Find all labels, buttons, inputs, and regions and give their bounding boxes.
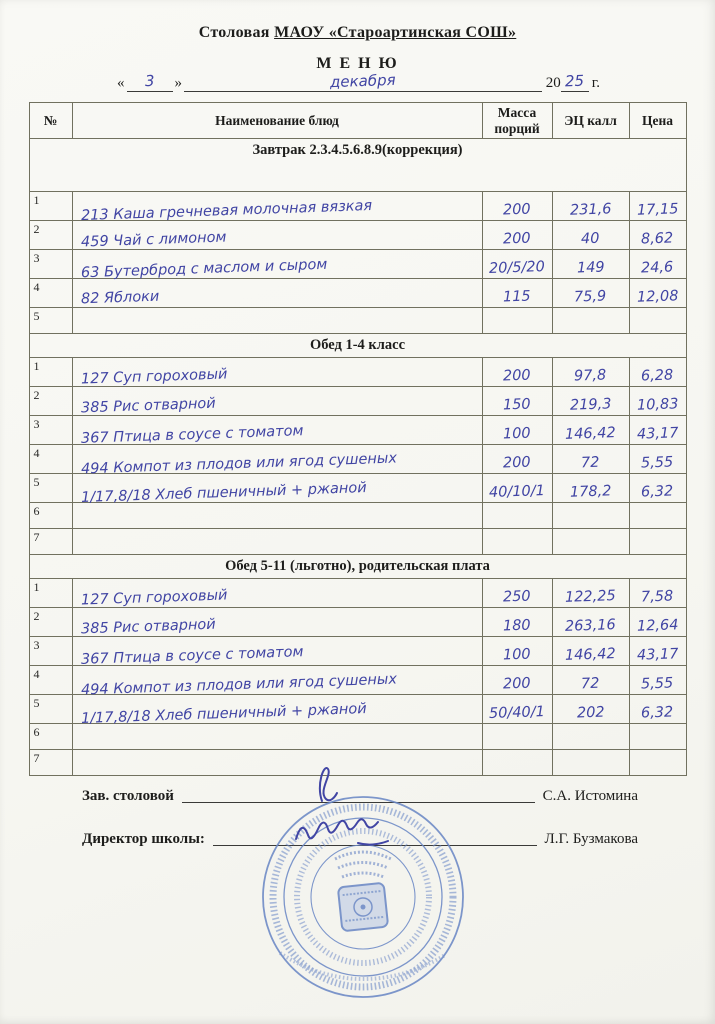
dish-name-handwritten: 213 Каша гречневая молочная вязкая <box>80 197 372 224</box>
mass-value-cell <box>482 250 552 279</box>
kcal-value-handwritten: 146,42 <box>564 645 617 664</box>
section-header-row <box>29 334 686 358</box>
dish-name-handwritten: 367 Птица в соусе с томатом <box>80 643 304 668</box>
row-number: 2 <box>29 387 72 416</box>
kcal-value-cell <box>552 416 629 445</box>
menu-row <box>29 221 686 250</box>
dish-name-cell <box>72 529 482 555</box>
kcal-value-handwritten: 202 <box>576 704 605 722</box>
title-school-name: МАОУ «Староартинская СОШ» <box>274 24 517 41</box>
signature-block <box>82 786 638 872</box>
menu-row <box>29 358 686 387</box>
price-value-cell <box>629 358 686 387</box>
menu-row <box>29 387 686 416</box>
mass-value-cell <box>482 387 552 416</box>
kcal-value-cell <box>552 445 629 474</box>
page-title <box>0 0 715 42</box>
row-number: 2 <box>29 608 72 637</box>
price-value-handwritten: 6,28 <box>641 367 674 385</box>
header-num: № <box>29 103 72 139</box>
dish-name-handwritten: 385 Рис отварной <box>80 616 216 638</box>
kcal-value-cell <box>552 387 629 416</box>
dish-name-cell <box>72 358 482 387</box>
mass-value-handwritten: 200 <box>502 367 532 385</box>
mass-value-cell <box>482 724 552 750</box>
price-value-cell <box>629 637 686 666</box>
open-quote: « <box>117 75 125 91</box>
dish-name-cell <box>72 416 482 445</box>
dish-name-cell <box>72 695 482 727</box>
kcal-value-handwritten: 75,9 <box>574 288 607 306</box>
kcal-value-cell <box>552 579 629 608</box>
dish-name-cell <box>72 279 482 308</box>
mass-value-cell <box>482 308 552 334</box>
row-number: 7 <box>29 529 72 555</box>
dish-name-cell <box>72 666 482 699</box>
row-number: 3 <box>29 250 72 279</box>
kcal-value-cell <box>552 503 629 529</box>
mass-value-handwritten: 100 <box>502 425 532 443</box>
menu-row <box>29 637 686 666</box>
header-dish-name: Наименование блюд <box>72 103 482 139</box>
stamp-emblem <box>338 883 388 932</box>
kcal-value-cell <box>552 666 629 695</box>
kcal-value-cell <box>552 221 629 250</box>
dish-name-handwritten: 385 Рис отварной <box>80 395 216 417</box>
menu-row <box>29 503 686 529</box>
row-number: 7 <box>29 750 72 776</box>
kcal-value-cell <box>552 724 629 750</box>
table-header-row <box>29 103 686 139</box>
kcal-value-handwritten: 97,8 <box>574 367 607 385</box>
dish-name-cell <box>72 503 482 529</box>
section-header-row <box>29 139 686 192</box>
kcal-value-cell <box>552 250 629 279</box>
menu-row <box>29 750 686 776</box>
row-number: 5 <box>29 308 72 334</box>
mass-value-cell <box>482 529 552 555</box>
kcal-value-cell <box>552 279 629 308</box>
section-title: Завтрак 2.3.4.5.6.8.9(коррекция) <box>29 139 686 192</box>
price-value-cell <box>629 308 686 334</box>
kcal-value-handwritten: 72 <box>580 675 600 693</box>
header-price: Цена <box>629 103 686 139</box>
kcal-value-cell <box>552 750 629 776</box>
date-year-handwritten: 25 <box>564 71 585 91</box>
dish-name-cell <box>72 608 482 637</box>
kcal-value-cell <box>552 308 629 334</box>
menu-row <box>29 474 686 503</box>
dish-name-cell <box>72 308 482 334</box>
row-number: 4 <box>29 445 72 474</box>
canteen-manager-line <box>82 786 638 805</box>
dish-name-cell <box>72 579 482 608</box>
mass-value-cell <box>482 579 552 608</box>
mass-value-handwritten: 200 <box>502 454 532 472</box>
menu-row <box>29 579 686 608</box>
row-number: 4 <box>29 279 72 308</box>
price-value-handwritten: 43,17 <box>636 425 679 443</box>
kcal-value-handwritten: 149 <box>576 259 605 277</box>
kcal-value-handwritten: 231,6 <box>569 201 612 219</box>
kcal-value-handwritten: 178,2 <box>569 483 612 501</box>
date-line <box>115 70 600 92</box>
canteen-signature-line <box>182 786 535 803</box>
price-value-handwritten: 24,6 <box>641 259 674 277</box>
menu-table <box>29 102 687 776</box>
mass-value-handwritten: 200 <box>502 675 532 693</box>
dish-name-cell <box>72 445 482 478</box>
kcal-value-handwritten: 40 <box>580 230 600 248</box>
director-line <box>82 829 638 848</box>
dish-name-handwritten: 127 Суп гороховый <box>80 587 228 609</box>
mass-value-cell <box>482 416 552 445</box>
price-value-cell <box>629 387 686 416</box>
dish-name-cell <box>72 637 482 666</box>
dish-name-handwritten: 367 Птица в соусе с томатом <box>80 422 304 447</box>
kcal-value-handwritten: 122,25 <box>564 587 617 606</box>
menu-row <box>29 608 686 637</box>
header-mass: Масса порций <box>482 103 552 139</box>
kcal-value-cell <box>552 358 629 387</box>
mass-value-cell <box>482 358 552 387</box>
menu-row <box>29 250 686 279</box>
mass-value-handwritten: 200 <box>502 201 532 219</box>
dish-name-cell <box>72 221 482 250</box>
mass-value-handwritten: 40/10/1 <box>488 482 546 501</box>
dish-name-handwritten: 494 Компот из плодов или ягод сушеных <box>80 671 397 699</box>
menu-row <box>29 695 686 724</box>
mass-value-cell <box>482 503 552 529</box>
mass-value-cell <box>482 279 552 308</box>
price-value-handwritten: 6,32 <box>641 704 674 722</box>
menu-row <box>29 445 686 474</box>
price-value-cell <box>629 529 686 555</box>
price-value-handwritten: 5,55 <box>641 675 674 693</box>
price-value-cell <box>629 503 686 529</box>
row-number: 1 <box>29 358 72 387</box>
menu-row <box>29 279 686 308</box>
title-prefix: Столовая <box>198 24 275 41</box>
dish-name-handwritten: 494 Компот из плодов или ягод сушеных <box>80 450 397 478</box>
mass-value-handwritten: 200 <box>502 230 532 248</box>
kcal-value-cell <box>552 474 629 503</box>
price-value-handwritten: 7,58 <box>641 588 674 606</box>
price-value-cell <box>629 445 686 474</box>
row-number: 1 <box>29 579 72 608</box>
dish-name-handwritten: 82 Яблоки <box>80 288 160 308</box>
price-value-cell <box>629 608 686 637</box>
mass-value-cell <box>482 750 552 776</box>
price-value-cell <box>629 221 686 250</box>
row-number: 1 <box>29 192 72 221</box>
canteen-manager-label: Зав. столовой <box>82 788 174 804</box>
dish-name-handwritten: 1/17,8/18 Хлеб пшеничный + ржаной <box>80 479 367 506</box>
mass-value-handwritten: 150 <box>502 396 532 414</box>
dish-name-handwritten: 459 Чай с лимоном <box>80 229 227 251</box>
director-signature-line <box>213 829 537 846</box>
mass-value-cell <box>482 192 552 221</box>
mass-value-cell <box>482 666 552 695</box>
mass-value-handwritten: 100 <box>502 646 532 664</box>
menu-row <box>29 666 686 695</box>
kcal-value-cell <box>552 192 629 221</box>
row-number: 2 <box>29 221 72 250</box>
kcal-value-cell <box>552 529 629 555</box>
year-unit: г. <box>591 75 600 91</box>
menu-row <box>29 529 686 555</box>
menu-row <box>29 308 686 334</box>
mass-value-cell <box>482 695 552 724</box>
row-number: 5 <box>29 695 72 724</box>
price-value-handwritten: 5,55 <box>641 454 674 472</box>
kcal-value-handwritten: 263,16 <box>564 616 617 635</box>
row-number: 5 <box>29 474 72 503</box>
menu-row <box>29 724 686 750</box>
mass-value-cell <box>482 221 552 250</box>
price-value-handwritten: 12,08 <box>636 288 679 306</box>
director-label: Директор школы: <box>82 831 205 847</box>
price-value-handwritten: 10,83 <box>636 396 679 414</box>
price-value-cell <box>629 750 686 776</box>
row-number: 3 <box>29 637 72 666</box>
director-name: Л.Г. Бузмакова <box>544 831 638 847</box>
header-kcal: ЭЦ калл <box>552 103 629 139</box>
price-value-cell <box>629 724 686 750</box>
price-value-handwritten: 6,32 <box>641 483 674 501</box>
kcal-value-handwritten: 219,3 <box>569 396 612 414</box>
dish-name-handwritten: 63 Бутерброд с маслом и сыром <box>80 256 328 282</box>
mass-value-cell <box>482 474 552 503</box>
row-number: 3 <box>29 416 72 445</box>
mass-value-handwritten: 115 <box>502 288 532 306</box>
row-number: 6 <box>29 724 72 750</box>
year-prefix: 20 <box>545 75 561 91</box>
date-month-handwritten: декабря <box>329 70 396 92</box>
mass-value-cell <box>482 608 552 637</box>
dish-name-cell <box>72 250 482 282</box>
price-value-cell <box>629 579 686 608</box>
dish-name-cell <box>72 750 482 776</box>
section-header-row <box>29 555 686 579</box>
menu-row <box>29 416 686 445</box>
mass-value-handwritten: 250 <box>502 588 532 606</box>
mass-value-cell <box>482 637 552 666</box>
kcal-value-handwritten: 72 <box>580 454 600 472</box>
price-value-handwritten: 43,17 <box>636 646 679 664</box>
close-quote: » <box>174 75 182 91</box>
price-value-cell <box>629 192 686 221</box>
canteen-manager-name: С.А. Истомина <box>542 788 638 804</box>
kcal-value-cell <box>552 608 629 637</box>
dish-name-cell <box>72 387 482 416</box>
section-title: Обед 1-4 класс <box>29 334 686 358</box>
row-number: 4 <box>29 666 72 695</box>
mass-value-cell <box>482 445 552 474</box>
price-value-cell <box>629 695 686 724</box>
price-value-cell <box>629 279 686 308</box>
dish-name-handwritten: 127 Суп гороховый <box>80 366 228 388</box>
mass-value-handwritten: 50/40/1 <box>488 703 546 722</box>
mass-value-handwritten: 180 <box>502 617 532 635</box>
kcal-value-handwritten: 146,42 <box>564 424 617 443</box>
price-value-cell <box>629 416 686 445</box>
date-day-handwritten: 3 <box>144 71 155 91</box>
dish-name-cell <box>72 724 482 750</box>
row-number: 6 <box>29 503 72 529</box>
price-value-cell <box>629 474 686 503</box>
price-value-handwritten: 17,15 <box>636 201 679 219</box>
dish-name-cell <box>72 192 482 224</box>
price-value-cell <box>629 250 686 279</box>
price-value-cell <box>629 666 686 695</box>
mass-value-handwritten: 20/5/20 <box>488 258 546 277</box>
price-value-handwritten: 8,62 <box>641 230 674 248</box>
kcal-value-cell <box>552 637 629 666</box>
price-value-handwritten: 12,64 <box>636 617 679 635</box>
section-title: Обед 5-11 (льготно), родительская плата <box>29 555 686 579</box>
dish-name-cell <box>72 474 482 506</box>
dish-name-handwritten: 1/17,8/18 Хлеб пшеничный + ржаной <box>80 700 367 727</box>
menu-heading: М Е Н Ю <box>316 55 399 72</box>
menu-row <box>29 192 686 221</box>
kcal-value-cell <box>552 695 629 724</box>
